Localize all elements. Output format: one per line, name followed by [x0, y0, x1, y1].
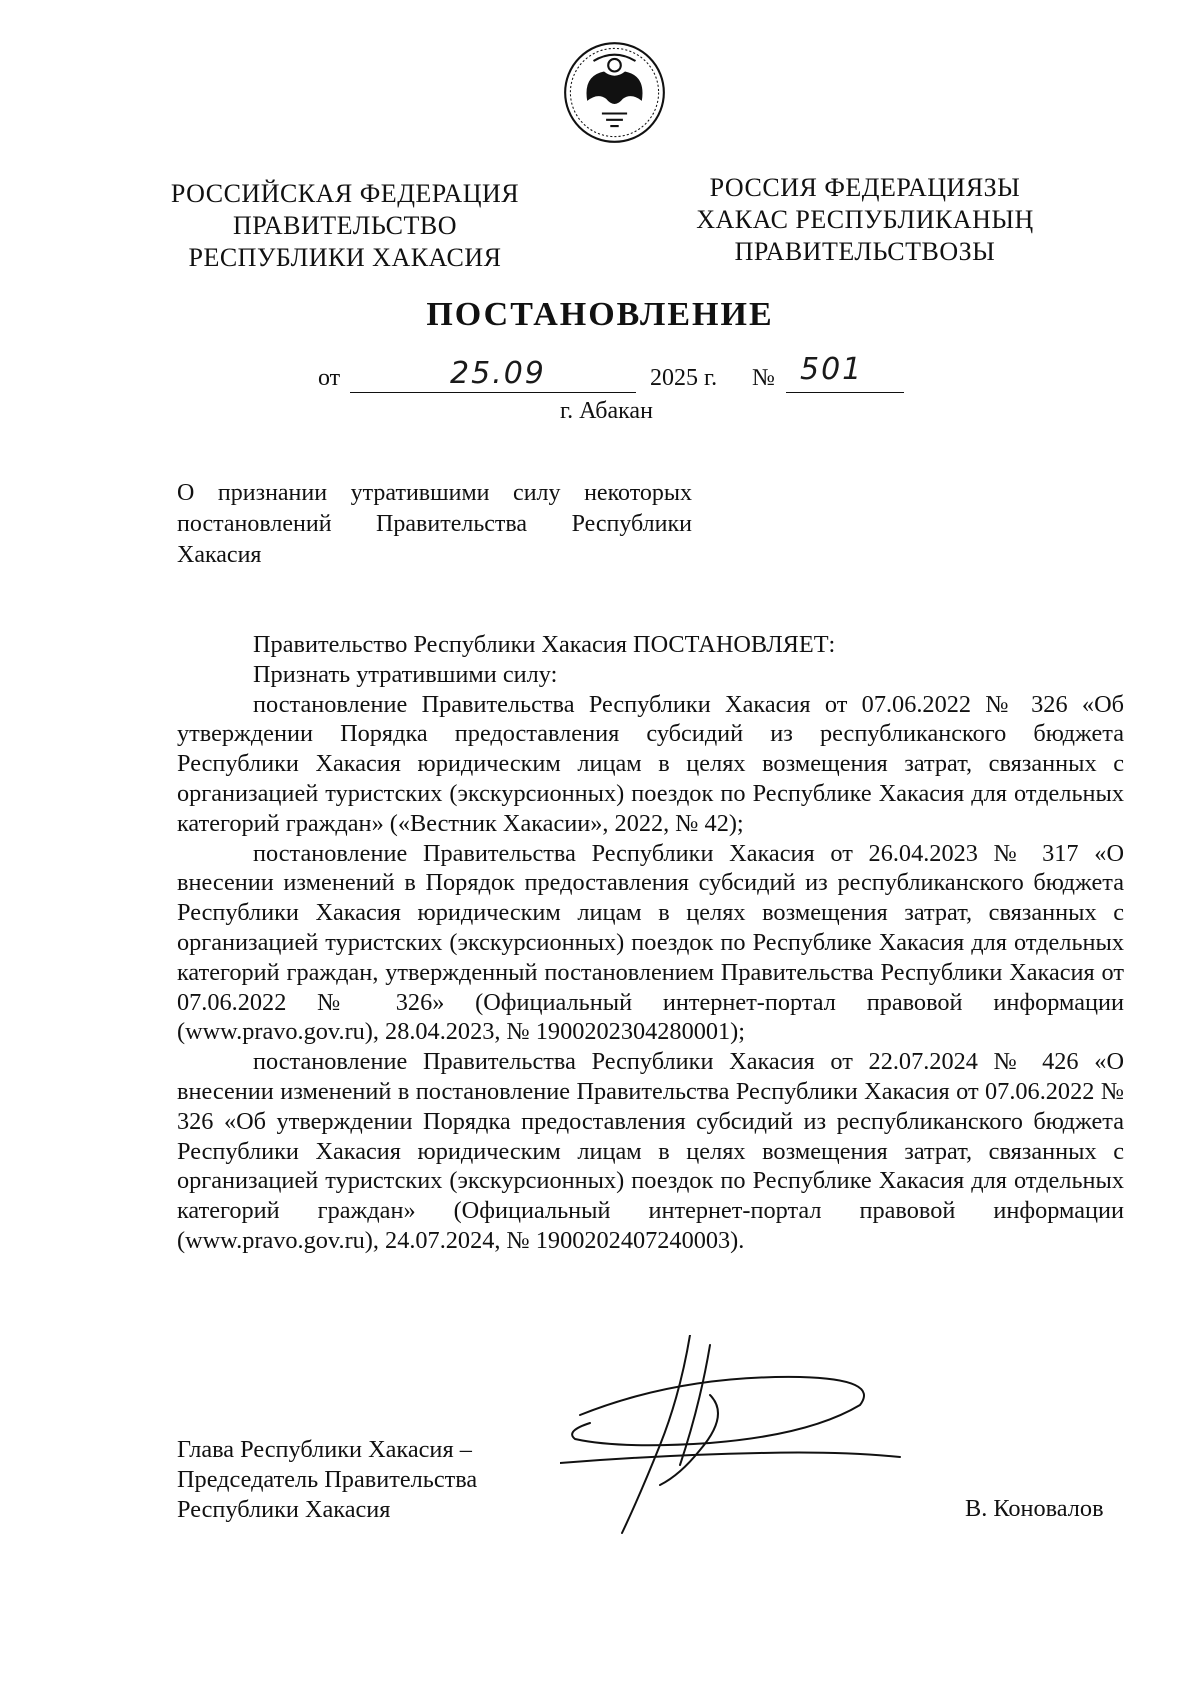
handwritten-signature: [560, 1335, 920, 1535]
header-left-line-1: РОССИЙСКАЯ ФЕДЕРАЦИЯ: [170, 179, 520, 208]
number-handwritten: 501: [800, 352, 864, 387]
date-prefix: от: [318, 365, 341, 391]
header-right-line-3: ПРАВИТЕЛЬСТВОЗЫ: [734, 237, 996, 266]
document-title: ПОСТАНОВЛЕНИЕ: [426, 296, 774, 333]
header-right-line-2: ХАКАС РЕСПУБЛИКАНЫҢ: [696, 205, 1034, 234]
document-subject: О признании утратившими силу некоторых постановлений Правительства Республики Хакасия: [177, 480, 692, 568]
signatory-position-line-1: Глава Республики Хакасия –: [177, 1436, 472, 1463]
header-left-line-2: ПРАВИТЕЛЬСТВО: [233, 211, 457, 240]
body-paragraph-item-3: постановление Правительства Республики Хакасия от 22.07.2024 № 426 «О внесении изменений в постановление Правительства Республики Хакасия от 07.06.2022 № 326 «Об утверждении Порядка предоставления субсидий из республиканского бюджета Республики Хакасия юридическим лицам в целях возмещения затрат, связанных с организацией туристских (экскурсионных) поездок по Республике Хакасия для отдельных категорий граждан» (Официальный интернет-портал правовой информации (www.pravo.gov.ru), 24.07.2024, № 1900202407240003).: [177, 1048, 1124, 1254]
date-underline: [350, 392, 636, 393]
number-underline: [786, 392, 904, 393]
signatory-position: [177, 1435, 477, 1525]
document-body: [177, 630, 1124, 1256]
city-label: г. Абакан: [560, 398, 653, 424]
body-paragraph-intro: Признать утратившими силу:: [253, 660, 558, 688]
header-right-block: [695, 172, 1035, 268]
body-paragraph-item-1: постановление Правительства Республики Хакасия от 07.06.2022 № 326 «Об утверждении Порядка предоставления субсидий из республиканского бюджета Республики Хакасия юридическим лицам в целях возмещения затрат, связанных с организацией туристских (экскурсионных) поездок по Республике Хакасия для отдельных категорий граждан» («Вестник Хакасии», 2022, № 42);: [177, 690, 1124, 837]
date-handwritten: 25.09: [450, 356, 546, 391]
number-sign: №: [752, 365, 775, 391]
year-label: 2025 г.: [650, 365, 718, 391]
signatory-position-line-2: Председатель Правительства: [177, 1466, 478, 1493]
body-paragraph-decree: Правительство Республики Хакасия ПОСТАНОВЛЯЕТ:: [253, 631, 836, 658]
body-paragraph-item-2: постановление Правительства Республики Хакасия от 26.04.2023 № 317 «О внесении изменений в Порядок предоставления субсидий из республиканского бюджета Республики Хакасия юридическим лицам в целях возмещения затрат, связанных с организацией туристских (экскурсионных) поездок по Республике Хакасия для отдельных категорий граждан, утвержденный постановлением Правительства Республики Хакасия от 07.06.2022 № 326» (Официальный интернет-портал правовой информации (www.pravo.gov.ru), 28.04.2023, № 1900202304280001);: [177, 839, 1124, 1046]
header-right-line-1: РОССИЯ ФЕДЕРАЦИЯЗЫ: [709, 173, 1021, 202]
signatory-name: В. Коновалов: [965, 1495, 1104, 1522]
header-left-block: [160, 178, 530, 274]
coat-of-arms-emblem: [562, 40, 667, 145]
signatory-position-line-3: Республики Хакасия: [177, 1496, 391, 1523]
header-left-line-3: РЕСПУБЛИКИ ХАКАСИЯ: [188, 243, 502, 272]
